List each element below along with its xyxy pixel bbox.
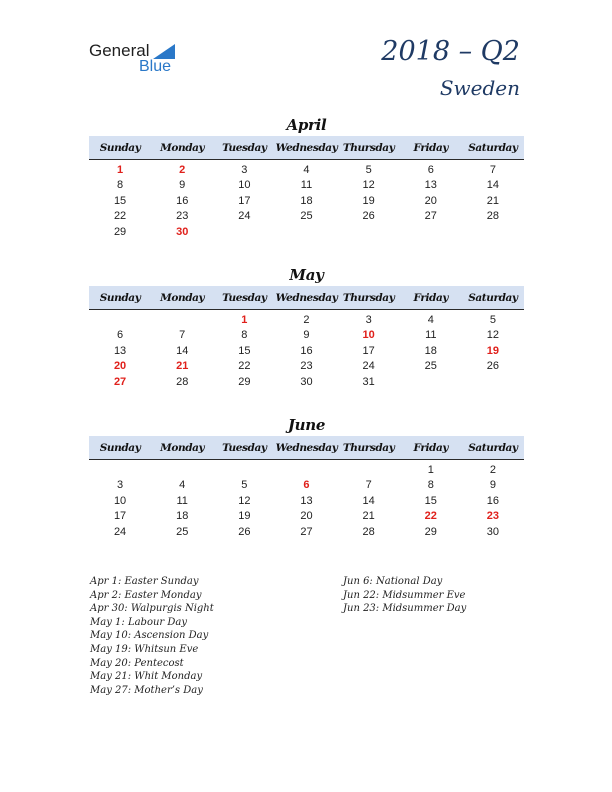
week-row	[89, 194, 524, 209]
day-cell: 31	[362, 375, 375, 388]
holiday-note: May 1: Labour Day	[90, 616, 187, 628]
day-cell: 1	[427, 464, 434, 476]
week-row	[89, 225, 524, 240]
day-cell: 16	[486, 494, 500, 507]
day-cell: 18	[424, 344, 437, 357]
day-cell: 2	[489, 464, 496, 476]
week-row	[89, 494, 524, 509]
day-cell	[338, 463, 400, 478]
holiday-day-cell: 19	[486, 344, 500, 357]
day-cell: 15	[238, 344, 251, 357]
weekday-header-row	[89, 136, 524, 160]
holiday-note: May 20: Pentecost	[90, 657, 184, 669]
day-cell: 3	[241, 164, 248, 176]
day-cell: 8	[427, 479, 434, 492]
holiday-day-cell: 22	[424, 510, 437, 523]
day-cell: 14	[176, 344, 189, 357]
weekday-label: Thursday	[342, 441, 395, 454]
day-grid	[89, 163, 524, 240]
day-cell	[213, 225, 275, 240]
month-april	[89, 115, 524, 240]
day-cell: 13	[113, 344, 127, 357]
day-cell: 21	[362, 510, 375, 523]
weekday-label: Tuesday	[222, 441, 267, 454]
week-row	[89, 375, 524, 390]
holiday-notes-left	[90, 575, 214, 697]
day-cell	[462, 375, 524, 390]
weekday-label: Saturday	[468, 141, 518, 154]
logo-word-general: General	[89, 41, 150, 60]
day-cell: 9	[179, 179, 186, 192]
country-name: Sweden	[439, 76, 520, 100]
day-cell: 12	[362, 179, 375, 192]
holiday-day-cell: 21	[176, 360, 189, 373]
weekday-label: Thursday	[342, 141, 395, 154]
holiday-notes-right	[343, 575, 466, 616]
day-cell: 15	[113, 194, 127, 207]
holiday-day-cell: 2	[179, 164, 186, 176]
day-cell	[275, 225, 337, 240]
weekday-label: Monday	[160, 141, 205, 154]
day-cell: 9	[303, 329, 310, 342]
day-cell	[400, 225, 462, 240]
day-cell: 13	[424, 179, 437, 192]
weekday-label: Wednesday	[275, 141, 338, 154]
month-title: May	[289, 266, 324, 284]
day-cell: 3	[117, 479, 124, 492]
weekday-header-row	[89, 436, 524, 460]
quarter-title: 2018 – Q2	[381, 36, 520, 67]
day-cell: 10	[238, 179, 251, 192]
day-cell: 20	[424, 194, 437, 207]
holiday-day-cell: 10	[362, 329, 375, 342]
day-cell: 26	[486, 360, 500, 373]
month-title: June	[287, 416, 326, 434]
weekday-label: Thursday	[342, 291, 395, 304]
weekday-label: Friday	[413, 291, 449, 304]
day-cell: 9	[489, 479, 496, 492]
day-cell: 16	[300, 344, 313, 357]
day-cell: 30	[300, 375, 313, 388]
weekday-label: Friday	[413, 441, 449, 454]
weekday-label: Sunday	[99, 441, 141, 454]
weekday-label: Tuesday	[222, 291, 267, 304]
week-row	[89, 344, 524, 359]
day-cell: 12	[486, 329, 500, 342]
day-cell: 4	[303, 164, 310, 176]
day-cell: 28	[176, 375, 189, 388]
holiday-day-cell: 27	[113, 375, 127, 388]
day-cell: 17	[362, 344, 375, 357]
day-cell: 28	[362, 525, 375, 538]
week-row	[89, 509, 524, 524]
month-june	[89, 415, 524, 540]
day-cell: 2	[303, 314, 310, 326]
day-cell: 17	[238, 194, 251, 207]
day-cell: 24	[362, 360, 375, 373]
day-cell: 5	[489, 314, 496, 326]
holiday-day-cell: 1	[241, 314, 248, 326]
generalblue-logo	[89, 41, 189, 81]
day-cell: 13	[300, 494, 313, 507]
day-cell	[338, 225, 400, 240]
day-cell: 15	[424, 494, 437, 507]
day-cell: 17	[113, 510, 127, 523]
holiday-day-cell: 1	[117, 164, 124, 176]
holiday-note: May 10: Ascension Day	[90, 630, 209, 642]
day-cell: 7	[489, 164, 496, 176]
day-cell	[89, 313, 151, 328]
holiday-day-cell: 6	[303, 479, 310, 492]
day-cell: 19	[238, 510, 251, 523]
day-cell: 11	[300, 179, 313, 192]
holiday-note: Jun 23: Midsummer Day	[343, 603, 467, 615]
day-cell	[89, 463, 151, 478]
day-cell: 14	[486, 179, 500, 192]
weekday-label: Monday	[160, 441, 205, 454]
day-cell: 7	[179, 329, 186, 342]
day-cell: 8	[241, 329, 248, 342]
day-cell: 18	[300, 194, 313, 207]
holiday-day-cell: 23	[486, 510, 500, 523]
day-cell	[462, 225, 524, 240]
day-cell: 16	[176, 194, 189, 207]
day-cell: 14	[362, 494, 375, 507]
day-cell: 27	[424, 210, 437, 223]
logo-word-blue: Blue	[139, 58, 172, 75]
day-cell: 24	[238, 210, 251, 223]
day-cell: 23	[176, 210, 189, 223]
day-cell: 26	[238, 525, 251, 538]
day-cell: 11	[425, 329, 437, 342]
week-row	[89, 178, 524, 193]
day-cell: 5	[365, 164, 372, 176]
day-cell	[151, 313, 213, 328]
day-cell: 22	[113, 210, 127, 223]
day-cell: 25	[424, 360, 437, 373]
holiday-note: Jun 22: Midsummer Eve	[343, 589, 466, 601]
day-cell: 8	[117, 179, 124, 192]
day-cell	[213, 463, 275, 478]
day-cell: 30	[486, 525, 500, 538]
day-cell: 11	[176, 494, 188, 507]
weekday-label: Tuesday	[222, 141, 267, 154]
day-grid	[89, 463, 524, 540]
day-cell: 7	[365, 479, 372, 492]
week-row	[89, 209, 524, 224]
weekday-label: Sunday	[99, 141, 141, 154]
holiday-note: May 27: Mother’s Day	[90, 684, 203, 696]
day-cell: 4	[427, 314, 434, 326]
day-cell: 22	[238, 360, 251, 373]
day-cell: 28	[486, 210, 500, 223]
weekday-header-row	[89, 286, 524, 310]
week-row	[89, 328, 524, 343]
day-cell: 27	[300, 525, 313, 538]
day-cell	[151, 463, 213, 478]
holiday-day-cell: 30	[176, 225, 189, 238]
holiday-note: Jun 6: National Day	[343, 576, 443, 587]
holiday-note: May 19: Whitsun Eve	[90, 643, 199, 655]
day-cell	[400, 375, 462, 390]
weekday-label: Friday	[413, 141, 449, 154]
weekday-label: Wednesday	[275, 441, 338, 454]
day-cell: 25	[300, 210, 313, 223]
month-title: April	[286, 116, 327, 134]
week-row	[89, 313, 524, 328]
day-cell: 29	[113, 225, 127, 238]
week-row	[89, 463, 524, 478]
day-cell: 25	[176, 525, 189, 538]
day-cell: 10	[113, 494, 127, 507]
day-cell: 29	[424, 525, 437, 538]
holiday-day-cell: 20	[113, 360, 127, 373]
day-cell: 20	[300, 510, 313, 523]
logo-triangle-icon	[153, 44, 175, 59]
weekday-label: Sunday	[99, 291, 141, 304]
day-cell: 26	[362, 210, 375, 223]
day-cell: 24	[113, 525, 127, 538]
week-row	[89, 163, 524, 178]
holiday-note: May 21: Whit Monday	[90, 671, 203, 683]
week-row	[89, 525, 524, 540]
day-cell: 29	[238, 375, 251, 388]
day-cell: 6	[427, 164, 434, 176]
weekday-label: Saturday	[468, 441, 518, 454]
weekday-label: Saturday	[468, 291, 518, 304]
day-cell: 5	[241, 479, 248, 492]
day-cell	[275, 463, 337, 478]
weekday-label: Monday	[160, 291, 205, 304]
weekday-label: Wednesday	[275, 291, 338, 304]
day-cell: 3	[365, 314, 372, 326]
day-cell: 18	[176, 510, 189, 523]
day-cell: 12	[238, 494, 251, 507]
holiday-note: Apr 1: Easter Sunday	[90, 576, 199, 587]
month-may	[89, 265, 524, 390]
week-row	[89, 478, 524, 493]
week-row	[89, 359, 524, 374]
day-cell: 21	[486, 194, 500, 207]
day-cell: 19	[362, 194, 375, 207]
day-cell: 23	[300, 360, 313, 373]
day-cell: 4	[179, 479, 186, 492]
holiday-note: Apr 30: Walpurgis Night	[90, 603, 214, 615]
day-cell: 6	[117, 329, 124, 342]
day-grid	[89, 313, 524, 390]
holiday-note: Apr 2: Easter Monday	[90, 589, 202, 601]
